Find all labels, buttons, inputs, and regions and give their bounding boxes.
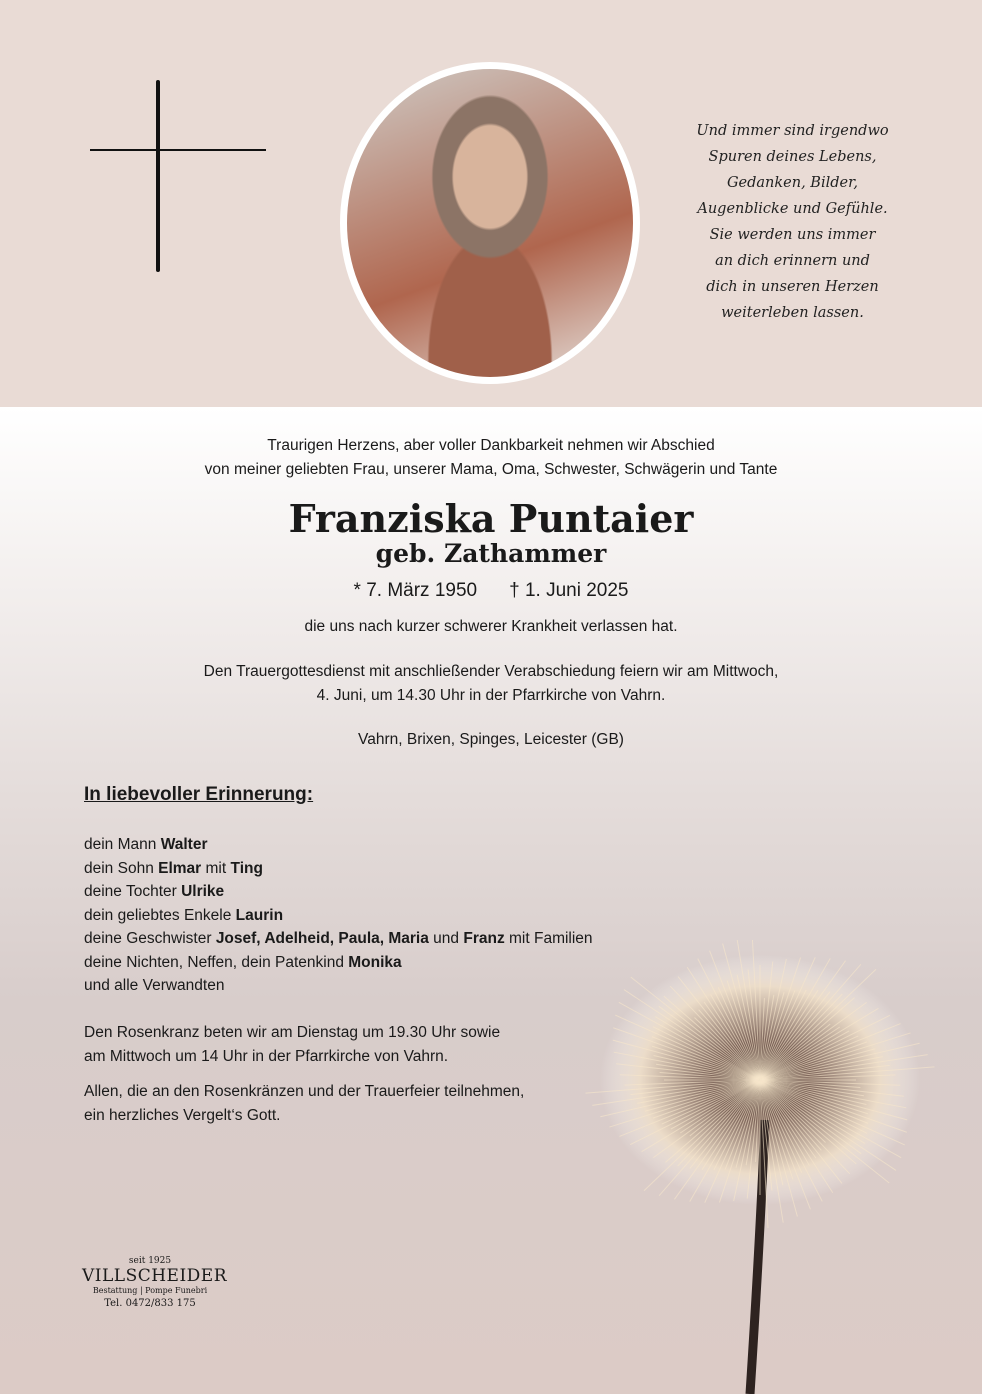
- funeral-home-logo: [82, 1256, 228, 1309]
- cross-icon-bar: [90, 149, 266, 151]
- mourner-name: Walter: [160, 836, 208, 853]
- mourner-name: Laurin: [235, 906, 284, 924]
- dandelion-image: [560, 940, 940, 1394]
- life-dates: [0, 580, 982, 602]
- mourner-line: [84, 927, 593, 951]
- header-band: [0, 0, 982, 407]
- mourner-name: Ting: [230, 859, 263, 877]
- mourner-relation: mit: [201, 859, 231, 877]
- mourner-relation: dein geliebtes Enkele: [84, 906, 236, 924]
- mourner-line: [84, 974, 593, 998]
- mourner-relation: dein Mann: [84, 836, 161, 853]
- birth-date: * 7. März 1950: [353, 580, 478, 601]
- mourner-name: Josef, Adelheid, Paula, Maria: [215, 930, 429, 947]
- rosary-text: Den Rosenkranz beten wir am Dienstag um 19.30 Uhr sowie am Mittwoch um 14 Uhr in der Pfarrkirche von Vahrn.: [84, 1024, 501, 1065]
- cross-icon: [156, 80, 160, 272]
- mourner-line: [84, 833, 593, 857]
- service-text: Den Trauergottesdienst mit anschließender Verabschiedung feiern wir am Mittwoch, 4. Juni, um 14.30 Uhr in der Pfarrkirche von Vahrn.: [203, 663, 779, 704]
- mourner-line: [84, 951, 593, 975]
- mourner-name: Franz: [463, 930, 505, 947]
- intro-text: Traurigen Herzens, aber voller Dankbarkeit nehmen wir Abschied von meiner geliebten Frau, unserer Mama, Oma, Schwester, Schwägerin und Tante: [204, 437, 778, 478]
- mourner-relation: und alle Verwandten: [84, 977, 225, 994]
- death-date: † 1. Juni 2025: [509, 580, 629, 601]
- deceased-name: Franziska Puntaier: [288, 496, 694, 541]
- places-text: Vahrn, Brixen, Spinges, Leicester (GB): [358, 731, 624, 748]
- thanks-text: Allen, die an den Rosenkränzen und der Trauerfeier teilnehmen, ein herzliches Vergelt‘s Gott.: [84, 1083, 525, 1124]
- mourner-line: [84, 904, 593, 928]
- mourner-name: Monika: [348, 953, 402, 971]
- mourner-relation: dein Sohn: [84, 859, 159, 877]
- mourner-line: [84, 857, 593, 881]
- mourner-relation: deine Geschwister: [84, 930, 216, 947]
- mourner-line: [84, 880, 593, 904]
- mourner-name: Elmar: [158, 859, 202, 877]
- logo-subtitle: Bestattung | Pompe Funebri: [92, 1286, 208, 1295]
- birth-name: geb. Zathammer: [375, 539, 607, 568]
- logo-since: seit 1925: [128, 1256, 172, 1266]
- passing-text: die uns nach kurzer schwerer Krankheit verlassen hat.: [304, 618, 678, 635]
- mourner-relation: deine Tochter: [84, 883, 182, 900]
- mourners-list: [84, 833, 593, 998]
- mourner-relation: und: [428, 930, 464, 947]
- portrait-photo: [340, 62, 640, 384]
- logo-phone: Tel. 0472/833 175: [104, 1298, 196, 1309]
- mourner-relation: mit Familien: [504, 930, 593, 947]
- quote: Und immer sind irgendwo Spuren deines Lebens, Gedanken, Bilder, Augenblicke und Gefühle. Sie werden uns immer an dich erinnern und dich in unseren Herzen weiterleben lassen.: [696, 123, 889, 321]
- mourner-relation: deine Nichten, Neffen, dein Patenkind: [84, 953, 349, 971]
- mourners-heading: In liebevoller Erinnerung:: [84, 784, 314, 805]
- logo-name: VILLSCHEIDER: [82, 1266, 228, 1286]
- mourner-name: Ulrike: [181, 883, 225, 900]
